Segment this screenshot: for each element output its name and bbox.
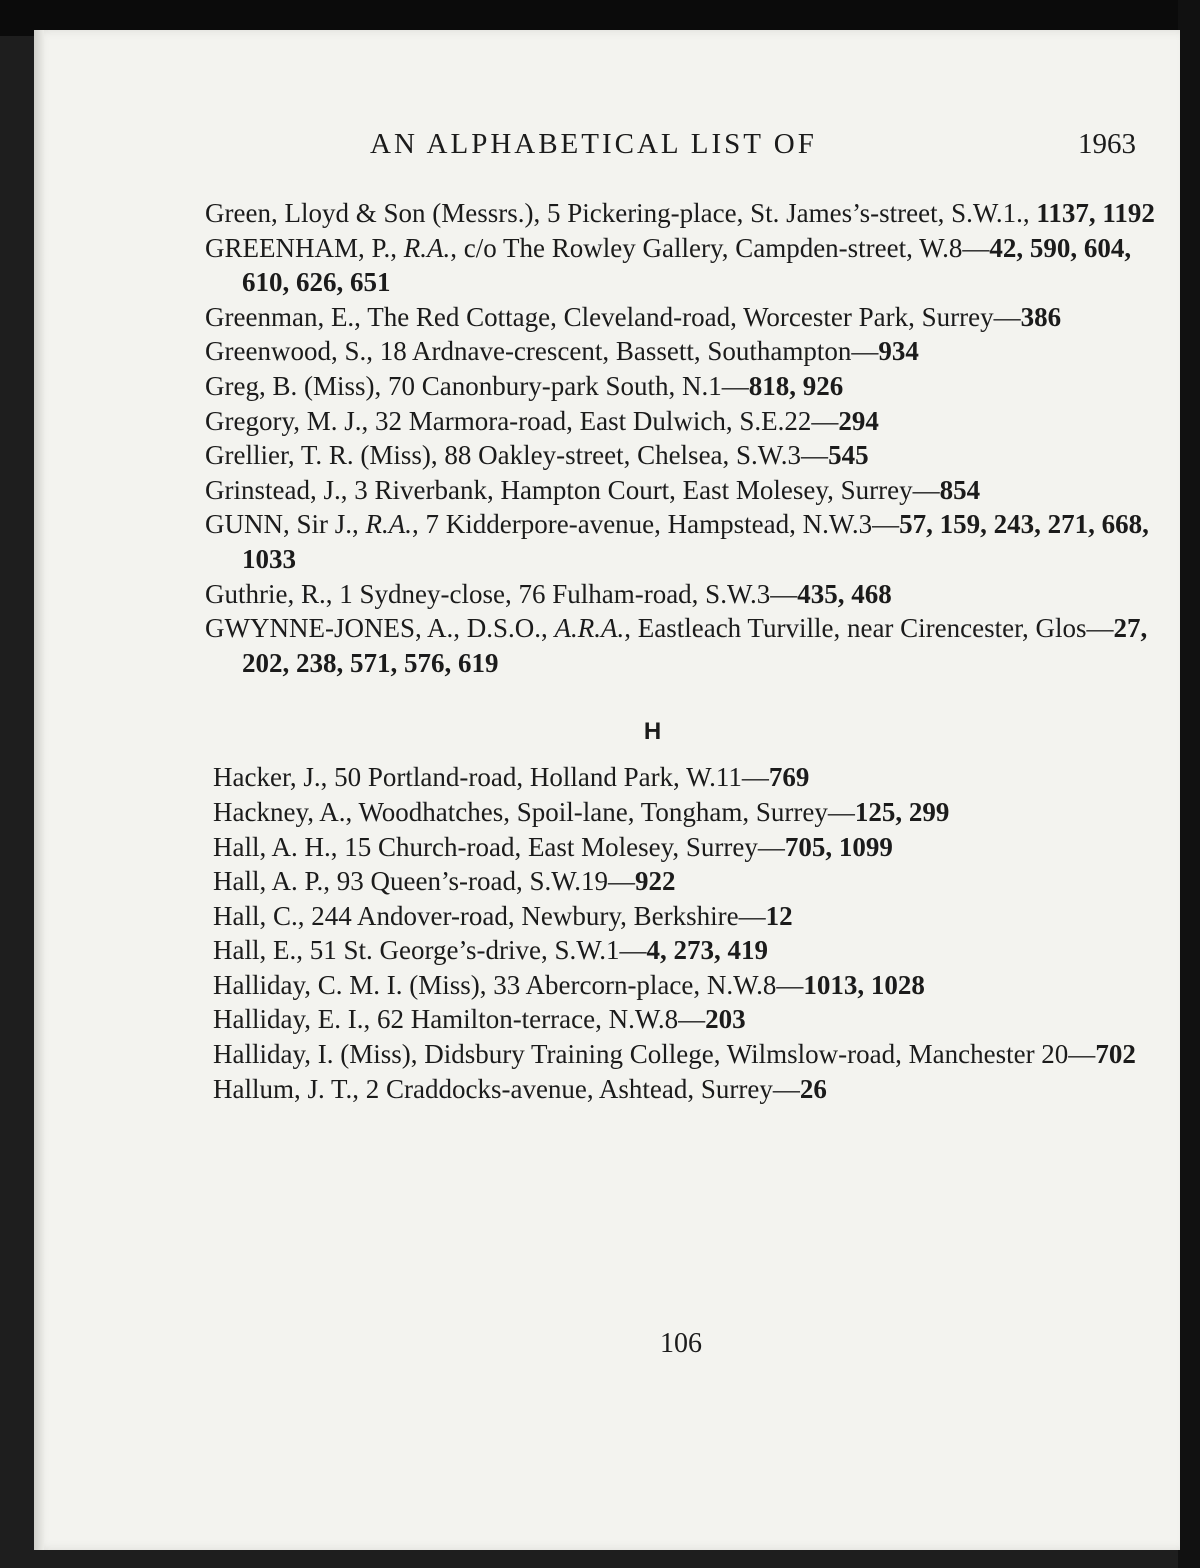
list-item bbox=[205, 507, 1160, 576]
entry-catalogue-numbers: 854 bbox=[939, 474, 981, 505]
list-item bbox=[213, 795, 1160, 830]
list-item bbox=[213, 968, 1160, 1003]
list-item bbox=[205, 473, 1160, 508]
list-item bbox=[205, 334, 1160, 369]
list-item bbox=[213, 760, 1160, 795]
entry-text: Greg, B. (Miss), 70 Canonbury-park South, N.1— bbox=[205, 370, 749, 401]
entry-catalogue-numbers: 4, 273, 419 bbox=[646, 935, 768, 966]
entry-catalogue-numbers: 769 bbox=[768, 762, 810, 793]
list-item bbox=[213, 1072, 1160, 1107]
list-item bbox=[213, 933, 1160, 968]
page-gutter-shadow bbox=[34, 30, 44, 1550]
list-item bbox=[205, 196, 1160, 231]
entry-catalogue-numbers: 702 bbox=[1095, 1039, 1136, 1070]
entry-catalogue-numbers: 125, 299 bbox=[854, 796, 950, 827]
entry-text: GUNN, Sir J., bbox=[205, 509, 366, 540]
entry-address: , 7 Kidderpore-avenue, Hampstead, N.W.3— bbox=[412, 509, 900, 540]
entry-catalogue-numbers: 12 bbox=[765, 900, 793, 931]
page-number: 106 bbox=[660, 1328, 702, 1359]
scan-background-side bbox=[1178, 0, 1200, 1568]
entry-catalogue-numbers: 1013, 1028 bbox=[803, 969, 925, 1000]
section-heading-h: H bbox=[643, 718, 662, 746]
entry-address: , c/o The Rowley Gallery, Campden-street, W.8— bbox=[450, 232, 990, 263]
entry-catalogue-numbers: 386 bbox=[1020, 301, 1062, 332]
entry-catalogue-numbers: 435, 468 bbox=[797, 578, 892, 609]
entry-distinction: R.A. bbox=[403, 232, 451, 263]
entry-catalogue-numbers: 57, 159, 243, 271, 668, 1033 bbox=[242, 509, 1149, 574]
entries-section-g bbox=[205, 196, 1160, 680]
entry-text: Hackney, A., Woodhatches, Spoil-lane, Tongham, Surrey— bbox=[213, 796, 855, 827]
entry-distinction: R.A. bbox=[365, 509, 413, 540]
entry-text: Hall, A. H., 15 Church-road, East Molesey, Surrey— bbox=[213, 831, 785, 862]
entries-section-h bbox=[213, 760, 1160, 1106]
entry-text: Gregory, M. J., 32 Marmora-road, East Dulwich, S.E.22— bbox=[205, 405, 839, 436]
entry-text: Hallum, J. T., 2 Craddocks-avenue, Ashtead, Surrey— bbox=[213, 1073, 800, 1104]
entries-list bbox=[205, 196, 1160, 1106]
entry-catalogue-numbers: 42, 590, 604, 610, 626, 651 bbox=[242, 232, 1132, 298]
entry-text: Hall, C., 244 Andover-road, Newbury, Berkshire— bbox=[213, 900, 766, 931]
entry-catalogue-numbers: 934 bbox=[878, 336, 919, 367]
entry-address: , Eastleach Turville, near Cirencester, Glos— bbox=[624, 613, 1114, 644]
entry-text: Guthrie, R., 1 Sydney-close, 76 Fulham-road, S.W.3— bbox=[205, 578, 798, 609]
list-item bbox=[205, 404, 1160, 439]
entry-text: GWYNNE-JONES, A., D.S.O., bbox=[205, 613, 555, 644]
entry-distinction: A.R.A. bbox=[554, 613, 625, 644]
entry-catalogue-numbers: 545 bbox=[828, 440, 869, 471]
entry-catalogue-numbers: 294 bbox=[838, 405, 879, 436]
list-item bbox=[205, 577, 1160, 612]
running-head-title: AN ALPHABETICAL LIST OF bbox=[370, 128, 817, 160]
entry-text: Greenman, E., The Red Cottage, Cleveland-road, Worcester Park, Surrey— bbox=[205, 301, 1021, 332]
entry-text: GREENHAM, P., bbox=[205, 232, 404, 263]
entry-text: Halliday, I. (Miss), Didsbury Training College, Wilmslow-road, Manchester 20— bbox=[213, 1039, 1096, 1070]
entry-catalogue-numbers: 922 bbox=[634, 866, 676, 897]
entry-text: Grellier, T. R. (Miss), 88 Oakley-street, Chelsea, S.W.3— bbox=[205, 440, 829, 471]
list-item bbox=[213, 830, 1160, 865]
entry-catalogue-numbers: 203 bbox=[705, 1004, 746, 1035]
list-item bbox=[205, 369, 1160, 404]
entry-text: Halliday, C. M. I. (Miss), 33 Abercorn-place, N.W.8— bbox=[213, 969, 804, 1000]
entry-text: Grinstead, J., 3 Riverbank, Hampton Court, East Molesey, Surrey— bbox=[205, 474, 940, 505]
list-item bbox=[213, 1037, 1160, 1072]
list-item bbox=[213, 899, 1160, 934]
entry-catalogue-numbers: 27, 202, 238, 571, 576, 619 bbox=[242, 613, 1148, 678]
entry-text: Hacker, J., 50 Portland-road, Holland Park, W.11— bbox=[213, 762, 769, 793]
running-head-year: 1963 bbox=[1078, 128, 1136, 160]
entry-text: Halliday, E. I., 62 Hamilton-terrace, N.W.8— bbox=[213, 1004, 706, 1035]
list-item bbox=[205, 611, 1160, 680]
entry-catalogue-numbers: 818, 926 bbox=[748, 370, 844, 401]
entry-text: Hall, A. P., 93 Queen’s-road, S.W.19— bbox=[213, 866, 635, 897]
entry-catalogue-numbers: 705, 1099 bbox=[784, 831, 893, 862]
entry-text: Green, Lloyd & Son (Messrs.), 5 Pickering-place, St. James’s-street, S.W.1., bbox=[205, 198, 1037, 228]
entry-catalogue-numbers: 26 bbox=[799, 1073, 827, 1104]
list-item bbox=[205, 231, 1160, 300]
entry-catalogue-numbers: 1137, 1192 bbox=[1036, 198, 1155, 228]
entry-text: Greenwood, S., 18 Ardnave-crescent, Bassett, Southampton— bbox=[205, 336, 879, 367]
entry-text: Hall, E., 51 St. George’s-drive, S.W.1— bbox=[213, 935, 647, 966]
list-item bbox=[213, 864, 1160, 899]
list-item bbox=[205, 300, 1160, 335]
list-item bbox=[205, 438, 1160, 473]
list-item bbox=[213, 1002, 1160, 1037]
